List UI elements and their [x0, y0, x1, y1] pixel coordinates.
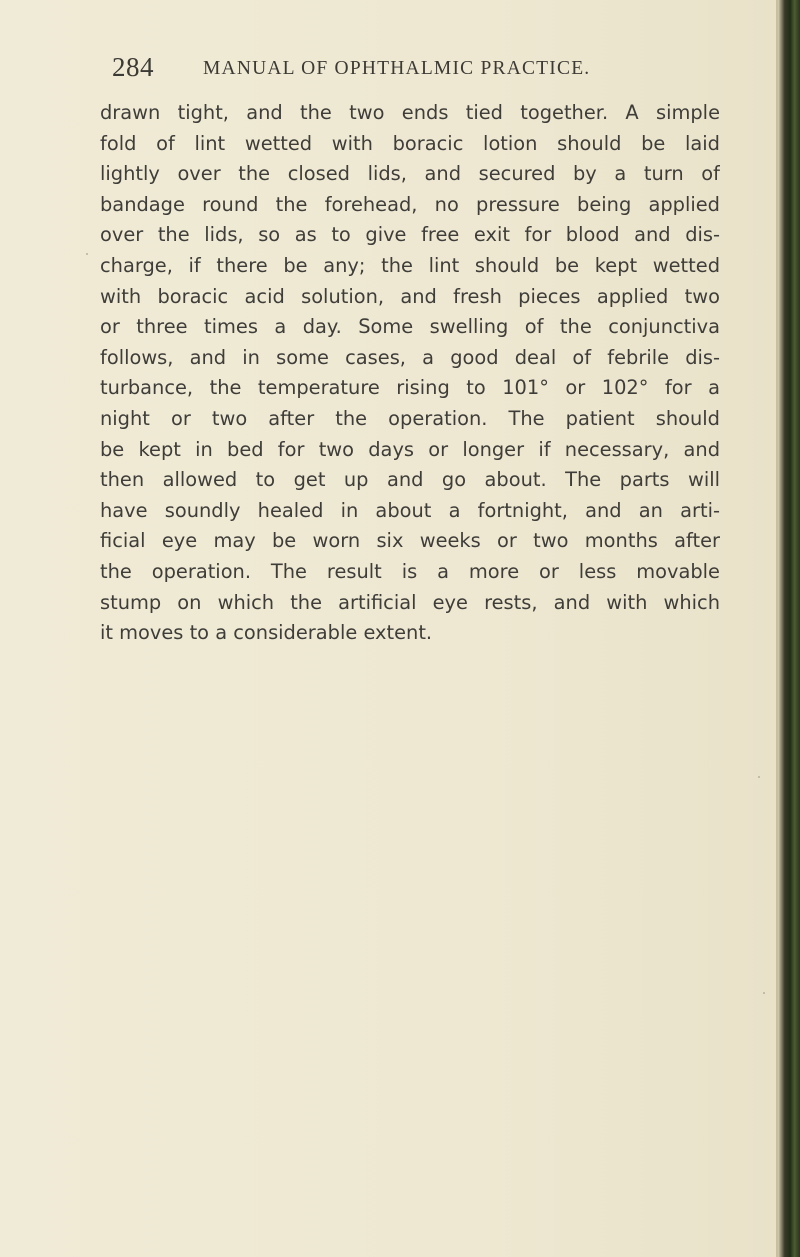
text-line: stump on which the artificial eye rests, and with which	[100, 590, 720, 614]
text-line: follows, and in some cases, a good deal of febrile dis-	[100, 345, 720, 369]
body-paragraph	[100, 98, 720, 649]
text-line: turbance, the temperature rising to 101° or 102° for a	[100, 376, 720, 400]
text-line: ficial eye may be worn six weeks or two months after	[100, 529, 720, 553]
paper-speck	[758, 776, 760, 778]
text-line: with boracic acid solution, and fresh pieces applied two	[100, 284, 720, 308]
running-title: MANUAL OF OPHTHALMIC PRACTICE.	[203, 58, 591, 79]
paper-speck	[86, 253, 88, 255]
text-line: fold of lint wetted with boracic lotion should be laid	[100, 131, 720, 155]
text-line: bandage round the forehead, no pressure being applied	[100, 192, 720, 216]
text-line: then allowed to get up and go about. The parts will	[100, 468, 720, 492]
text-line: lightly over the closed lids, and secured by a turn of	[100, 162, 720, 186]
paper-speck	[763, 992, 765, 994]
text-line: charge, if there be any; the lint should be kept wetted	[100, 253, 720, 277]
text-line: over the lids, so as to give free exit for blood and dis-	[100, 223, 720, 247]
text-line: be kept in bed for two days or longer if necessary, and	[100, 437, 720, 461]
text-line: the operation. The result is a more or less movable	[100, 559, 720, 583]
page-header	[112, 54, 732, 86]
page-number: 284	[112, 52, 154, 82]
text-line: or three times a day. Some swelling of the conjunctiva	[100, 315, 720, 339]
text-line: drawn tight, and the two ends tied together. A simple	[100, 101, 720, 124]
book-spine-edge	[778, 0, 800, 1257]
text-line: have soundly healed in about a fortnight, and an arti-	[100, 498, 720, 522]
text-line: night or two after the operation. The patient should	[100, 406, 720, 430]
text-line: it moves to a considerable extent.	[100, 621, 433, 645]
